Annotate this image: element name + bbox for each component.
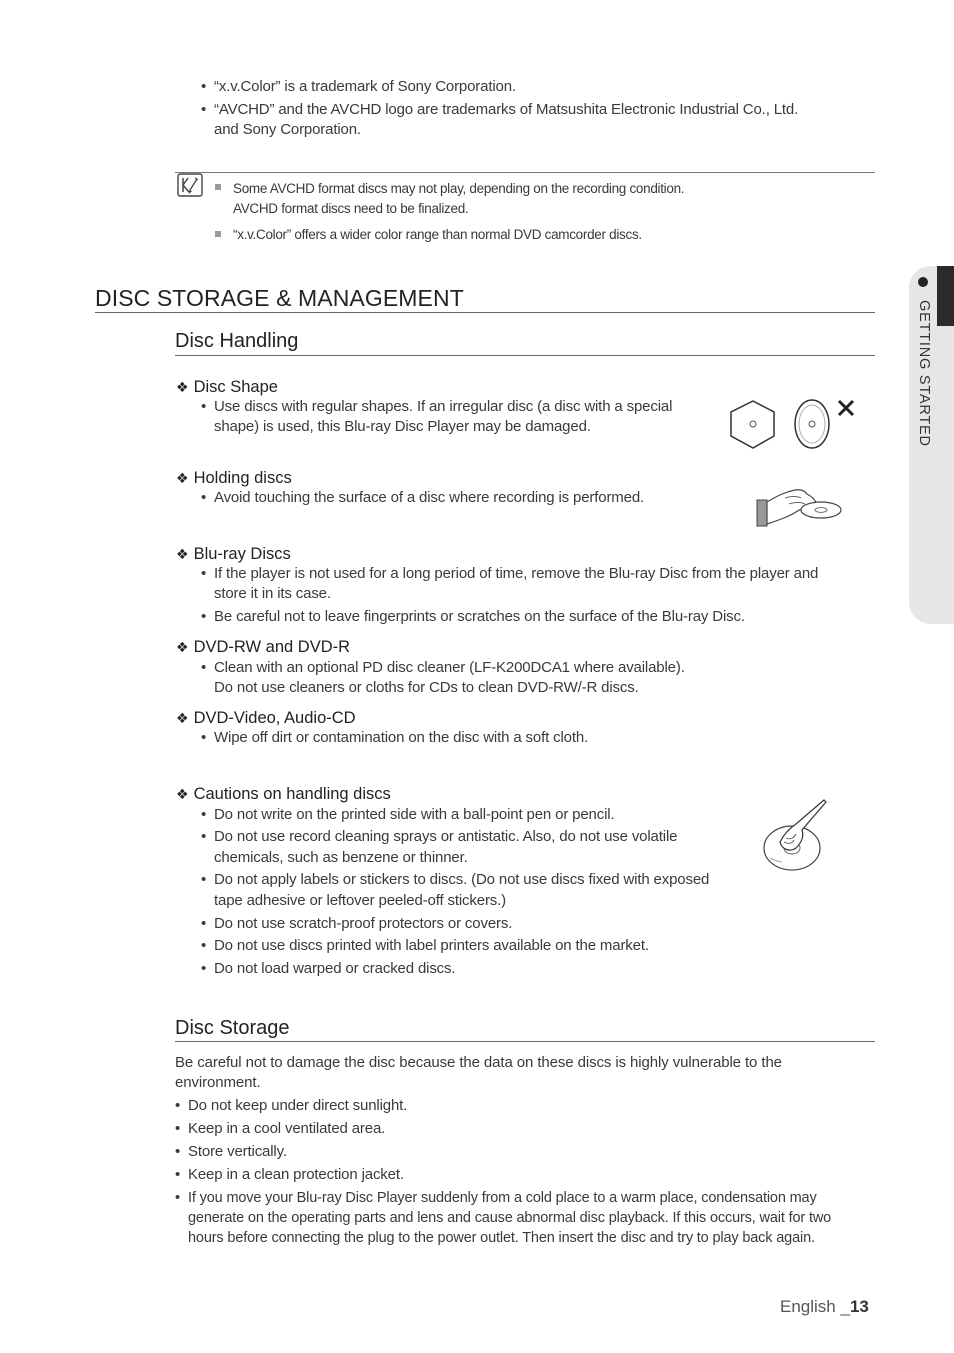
diamond-bullet-icon: ❖ [176,640,189,656]
disc-shape-heading: ❖ Disc Shape [176,378,278,396]
footer-language: English _ [780,1297,850,1316]
disc-storage-line: • Keep in a cool ventilated area. [175,1120,386,1137]
page-number: 13 [849,1297,869,1316]
dvd-rw-heading: ❖ DVD-RW and DVD-R [176,638,351,656]
holding-discs-heading: ❖ Holding discs [176,469,292,487]
diamond-bullet-icon: ❖ [176,380,189,396]
diamond-bullet-icon: ❖ [176,711,189,727]
disc-storage-rule [175,1041,875,1042]
section-title-rule [95,312,875,313]
diamond-bullet-icon: ❖ [176,471,189,487]
disc-shape-line: shape) is used, this Blu-ray Disc Player may be damaged. [214,418,591,435]
caution-line: • Do not apply labels or stickers to discs. (Do not use discs fixed with exposed [201,871,710,888]
trademark-xvcolor: • “x.v.Color” is a trademark of Sony Corporation. [201,78,516,95]
caution-line: tape adhesive or leftover peeled-off stickers.) [214,892,506,909]
disc-storage-intro: environment. [175,1074,261,1091]
disc-storage-line: • Do not keep under direct sunlight. [175,1097,408,1114]
page-footer [780,1296,869,1318]
side-tab-marker [937,266,954,326]
note-xvcolor: “x.v.Color” offers a wider color range than normal DVD camcorder discs. [233,227,642,242]
irregular-disc-illustration [727,396,862,454]
diamond-bullet-icon: ❖ [176,787,189,803]
diamond-bullet-icon: ❖ [176,547,189,563]
dvd-video-line: • Wipe off dirt or contamination on the disc with a soft cloth. [201,729,589,746]
bluray-line: • If the player is not used for a long period of time, remove the Blu-ray Disc from the player and [201,565,819,582]
holding-discs-line: • Avoid touching the surface of a disc where recording is performed. [201,489,645,506]
bluray-line: store it in its case. [214,585,331,602]
caution-line: • Do not load warped or cracked discs. [201,960,456,977]
disc-storage-line: hours before connecting the plug to the power outlet. Then insert the disc and try to play back again. [188,1230,815,1246]
note-avchd-1: Some AVCHD format discs may not play, depending on the recording condition. [233,181,685,196]
writing-on-disc-illustration [760,798,832,874]
trademark-avchd-cont: and Sony Corporation. [214,121,361,138]
disc-storage-intro: Be careful not to damage the disc because the data on these discs is highly vulnerable to the [175,1054,782,1071]
disc-storage-line: • Keep in a clean protection jacket. [175,1166,404,1183]
caution-line: • Do not use discs printed with label printers available on the market. [201,937,649,954]
disc-shape-line: • Use discs with regular shapes. If an irregular disc (a disc with a special [201,398,673,415]
trademark-avchd: • “AVCHD” and the AVCHD logo are trademarks of Matsushita Electronic Industrial Co., Ltd. [201,101,799,118]
side-tab-dot-icon [918,277,928,287]
note-bullet-icon [215,231,221,237]
caution-line: • Do not use scratch-proof protectors or covers. [201,915,513,932]
caution-line: • Do not write on the printed side with a ball-point pen or pencil. [201,806,615,823]
disc-storage-heading: Disc Storage [175,1017,290,1039]
cautions-heading: ❖ Cautions on handling discs [176,785,391,803]
section-title: DISC STORAGE & MANAGEMENT [95,285,464,311]
dvd-video-heading: ❖ DVD-Video, Audio-CD [176,709,356,727]
disc-storage-line: generate on the operating parts and lens and cause abnormal disc playback. If this occurs, wait for two [188,1210,832,1226]
caution-line: • Do not use record cleaning sprays or antistatic. Also, do not use volatile [201,828,678,845]
hand-holding-disc-illustration [755,484,845,530]
disc-handling-heading: Disc Handling [175,330,299,352]
note-icon [177,173,203,197]
disc-storage-line: • Store vertically. [175,1143,287,1160]
caution-line: chemicals, such as benzene or thinner. [214,849,468,866]
dvd-rw-line: • Clean with an optional PD disc cleaner (LF-K200DCA1 where available). [201,659,685,676]
side-tab-label: GETTING STARTED [916,300,932,447]
disc-storage-line: • If you move your Blu-ray Disc Player suddenly from a cold place to a warm place, condensation may [175,1190,817,1206]
disc-handling-rule [175,355,875,356]
note-bullet-icon [215,184,221,190]
bluray-discs-heading: ❖ Blu-ray Discs [176,545,291,563]
note-avchd-2: AVCHD format discs need to be finalized. [233,201,469,216]
bluray-line: • Be careful not to leave fingerprints or scratches on the surface of the Blu-ray Disc. [201,608,745,625]
note-rule [175,172,875,173]
dvd-rw-line: Do not use cleaners or cloths for CDs to clean DVD-RW/-R discs. [214,679,639,696]
